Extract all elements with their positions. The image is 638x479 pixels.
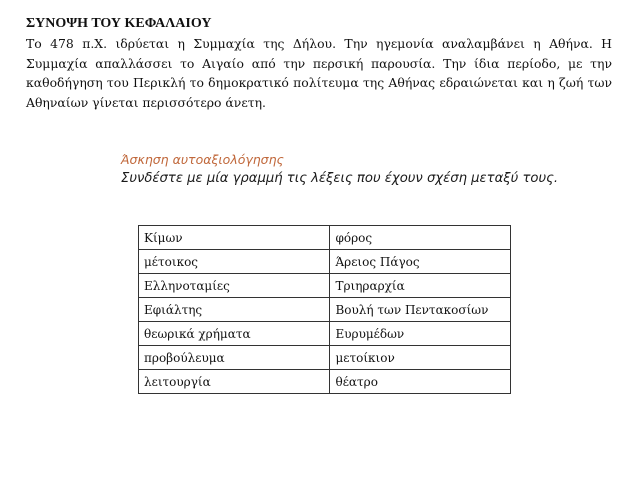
right-term: Άρειος Πάγος [330, 250, 511, 274]
right-term: φόρος [330, 226, 511, 250]
right-term: Ευρυμέδων [330, 322, 511, 346]
table-row [139, 346, 511, 370]
left-term: μέτοικος [139, 250, 330, 274]
exercise-title: Άσκηση αυτοαξιολόγησης [121, 152, 284, 167]
left-term: Ελληνοταμίες [139, 274, 330, 298]
right-term: Τριηραρχία [330, 274, 511, 298]
table-row [139, 226, 511, 250]
left-term: θεωρικά χρήματα [139, 322, 330, 346]
chapter-summary [26, 14, 612, 112]
exercise-instruction: Συνδέστε με μία γραμμή τις λέξεις που έχουν σχέση μεταξύ τους. [121, 171, 559, 186]
summary-title: ΣΥΝΟΨΗ ΤΟΥ ΚΕΦΑΛΑΙΟΥ [26, 16, 212, 31]
matching-table [138, 225, 511, 394]
self-assessment-exercise [121, 151, 621, 189]
right-term: μετοίκιον [330, 346, 511, 370]
right-term: Βουλή των Πεντακοσίων [330, 298, 511, 322]
left-term: λειτουργία [139, 370, 330, 394]
left-term: προβούλευμα [139, 346, 330, 370]
table-row [139, 298, 511, 322]
summary-body: Το 478 π.Χ. ιδρύεται η Συμμαχία της Δήλου. Την ηγεμονία αναλαμβάνει η Αθήνα. Η Συμμαχία απαλλάσσει το Αιγαίο από την περσική παρουσία. Την ίδια περίοδο, με την καθοδήγηση του Περικλή το δημοκρατικό πολίτευμα της Αθήνας εδραιώνεται και η ζωή των Αθηναίων γίνεται περισσότερο άνετη. [26, 36, 612, 110]
table-row [139, 274, 511, 298]
right-term: θέατρο [330, 370, 511, 394]
table-row [139, 370, 511, 394]
left-term: Εφιάλτης [139, 298, 330, 322]
table-row [139, 250, 511, 274]
table-row [139, 322, 511, 346]
left-term: Κίμων [139, 226, 330, 250]
